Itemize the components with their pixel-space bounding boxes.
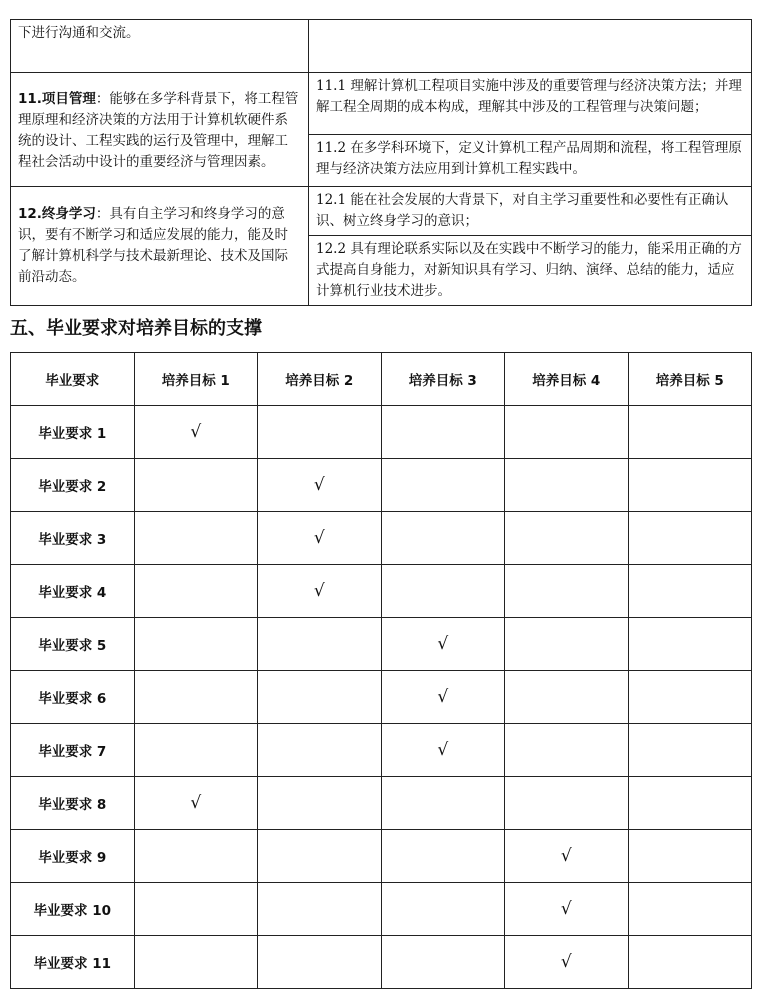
row-label: 毕业要求 4 — [11, 565, 135, 618]
row-label: 毕业要求 7 — [11, 724, 135, 777]
matrix-cell — [628, 671, 752, 724]
matrix-cell — [258, 777, 382, 830]
matrix-cell — [258, 565, 382, 618]
matrix-cell — [505, 724, 629, 777]
matrix-cell — [628, 406, 752, 459]
matrix-cell — [628, 883, 752, 936]
req11-sub2: 11.2 在多学科环境下，定义计算机工程产品周期和流程，将工程管理原理与经济决策方法应用到计算机工程实践中。 — [309, 135, 752, 187]
check-mark: √ — [560, 952, 572, 972]
empty-cell — [309, 20, 752, 73]
matrix-cell — [381, 459, 505, 512]
req12-sub2: 12.2 具有理论联系实际以及在实践中不断学习的能力，能采用正确的方式提高自身能力，对新知识具有学习、归纳、演绎、总结的能力，适应计算机行业技术进步。 — [309, 236, 752, 306]
row-label: 毕业要求 11 — [11, 936, 135, 989]
matrix-cell — [628, 512, 752, 565]
matrix-cell — [258, 883, 382, 936]
req11-sub1: 11.1 理解计算机工程项目实施中涉及的重要管理与经济决策方法；并理解工程全周期的成本构成，理解其中涉及的工程管理与决策问题； — [309, 73, 752, 135]
matrix-cell — [134, 512, 258, 565]
table-row — [11, 936, 752, 989]
row-label: 毕业要求 9 — [11, 830, 135, 883]
row-label: 毕业要求 2 — [11, 459, 135, 512]
req12-desc: ：具有自主学习和终身学习的意识，要有不断学习和适应发展的能力，能及时了解计算机科学与技术最新理论、技术及国际前沿动态。 — [18, 206, 288, 285]
matrix-cell — [134, 724, 258, 777]
matrix-cell — [258, 724, 382, 777]
row-label: 毕业要求 10 — [11, 883, 135, 936]
matrix-cell — [505, 830, 629, 883]
matrix-cell — [505, 671, 629, 724]
matrix-cell — [381, 936, 505, 989]
matrix-cell — [628, 618, 752, 671]
matrix-cell — [134, 618, 258, 671]
matrix-cell — [381, 830, 505, 883]
matrix-cell — [505, 565, 629, 618]
matrix-body — [11, 406, 752, 989]
check-mark: √ — [313, 475, 325, 495]
check-mark: √ — [313, 581, 325, 601]
matrix-cell — [134, 777, 258, 830]
col-header-goal-2: 培养目标 2 — [258, 353, 382, 406]
matrix-cell — [381, 777, 505, 830]
matrix-cell — [258, 618, 382, 671]
req12-cell — [11, 187, 309, 306]
check-mark: √ — [437, 634, 449, 654]
row-label: 毕业要求 8 — [11, 777, 135, 830]
col-header-goal-4: 培养目标 4 — [505, 353, 629, 406]
matrix-cell — [505, 406, 629, 459]
req11-title: 11.项目管理 — [18, 91, 96, 107]
requirements-table — [10, 19, 752, 306]
matrix-cell — [381, 618, 505, 671]
matrix-cell — [134, 830, 258, 883]
header-row — [11, 353, 752, 406]
matrix-cell — [258, 459, 382, 512]
matrix-cell — [381, 883, 505, 936]
matrix-cell — [258, 671, 382, 724]
col-header-goal-1: 培养目标 1 — [134, 353, 258, 406]
col-header-goal-3: 培养目标 3 — [381, 353, 505, 406]
table-row — [11, 20, 752, 73]
matrix-cell — [258, 406, 382, 459]
section-title: 五、毕业要求对培养目标的支撑 — [10, 318, 262, 339]
matrix-cell — [258, 936, 382, 989]
col-header-requirement: 毕业要求 — [11, 353, 135, 406]
table-row — [11, 724, 752, 777]
matrix-cell — [505, 777, 629, 830]
matrix-cell — [381, 671, 505, 724]
matrix-cell — [505, 936, 629, 989]
table-row — [11, 406, 752, 459]
row-label: 毕业要求 6 — [11, 671, 135, 724]
matrix-cell — [381, 565, 505, 618]
row-label: 毕业要求 3 — [11, 512, 135, 565]
matrix-cell — [628, 936, 752, 989]
matrix-cell — [628, 830, 752, 883]
req10-continuation: 下进行沟通和交流。 — [11, 20, 309, 73]
matrix-cell — [134, 671, 258, 724]
matrix-cell — [134, 936, 258, 989]
matrix-cell — [258, 830, 382, 883]
matrix-cell — [258, 512, 382, 565]
row-label: 毕业要求 1 — [11, 406, 135, 459]
req12-sub1: 12.1 能在社会发展的大背景下，对自主学习重要性和必要性有正确认识、树立终身学习的意识； — [309, 187, 752, 236]
matrix-cell — [381, 406, 505, 459]
check-mark: √ — [313, 528, 325, 548]
table-row — [11, 187, 752, 236]
check-mark: √ — [437, 687, 449, 707]
check-mark: √ — [190, 793, 202, 813]
check-mark: √ — [437, 740, 449, 760]
table-row — [11, 883, 752, 936]
matrix-cell — [134, 883, 258, 936]
req12-title: 12.终身学习 — [18, 206, 96, 222]
req11-desc: ：能够在多学科背景下，将工程管理原理和经济决策的方法用于计算机软硬件系统的设计、工程实践的运行及管理中，理解工程社会活动中设计的重要经济与管理因素。 — [18, 91, 299, 170]
table-row — [11, 777, 752, 830]
matrix-cell — [505, 459, 629, 512]
matrix-cell — [628, 459, 752, 512]
matrix-cell — [381, 724, 505, 777]
table-row — [11, 73, 752, 135]
matrix-cell — [134, 406, 258, 459]
matrix-cell — [628, 724, 752, 777]
table-row — [11, 618, 752, 671]
matrix-cell — [134, 459, 258, 512]
table-row — [11, 830, 752, 883]
matrix-cell — [381, 512, 505, 565]
col-header-goal-5: 培养目标 5 — [628, 353, 752, 406]
check-mark: √ — [190, 422, 202, 442]
table-row — [11, 671, 752, 724]
table-row — [11, 512, 752, 565]
matrix-cell — [505, 883, 629, 936]
matrix-cell — [134, 565, 258, 618]
table-row — [11, 565, 752, 618]
support-matrix-table — [10, 352, 752, 989]
table-row — [11, 459, 752, 512]
matrix-cell — [505, 618, 629, 671]
req11-cell — [11, 73, 309, 187]
matrix-cell — [628, 565, 752, 618]
matrix-cell — [628, 777, 752, 830]
check-mark: √ — [560, 899, 572, 919]
matrix-cell — [505, 512, 629, 565]
row-label: 毕业要求 5 — [11, 618, 135, 671]
check-mark: √ — [560, 846, 572, 866]
